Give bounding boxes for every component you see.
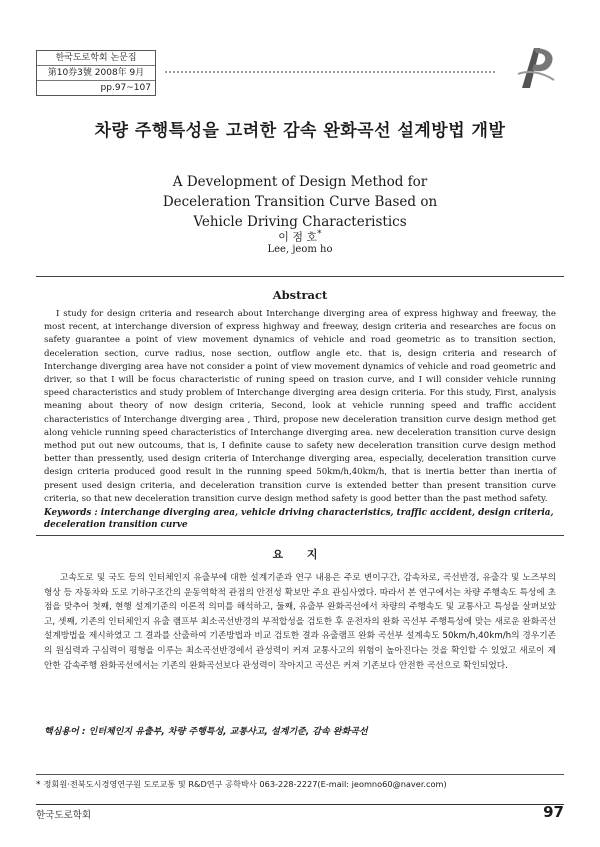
yoji-body: 고속도로 및 국도 등의 인터체인지 유출부에 대한 설계기준과 연구 내용은 주로 변이구간, 감속차로, 곡선반경, 유출각 및 노즈부의 형상 등 자동차와 도로 기하구조간의 운동역학적 관점의 안전성 확보만 주요 관심사였다. 따라서 본 연구에서는 차량 주행속도 특성에 초점을 맞추어 첫째, 현행 설계기준의 이론적 의미를 해석하고, 둘째, 유출부 완화곡선에서 차량의 주행속도 및 교통사고 특성을 살펴보았고, 셋째, 기존의 인터체인지 유출 램프부 최소곡선반경의 부적합성을 검토한 후 운전자의 완화 곡선부 주행특성에 맞는 새로운 완화곡선 설계방법을 제시하였고 그 결과를 산출하여 기존방법과 비교 검토한 결과 유출램프 완화 곡선부 설계속도 50km/h,40km/h의 경우기존의 원심력과 구심력이 평형을 이루는 최소곡선반경에서 관성력이 커져 교통사고의 위험이 높아진다는 것을 확인할 수 있었고 새로이 제안한 감속주행 완화곡선에서는 기존의 완화곡선보다 관성력이 작아지고 곡선은 커져 기존보다 안전한 곡선으로 확인되었다. [44, 573, 556, 671]
header-dotted-divider [165, 71, 495, 73]
yoji-heading: 요 지 [272, 548, 328, 561]
journal-logo-icon [512, 44, 558, 90]
abstract-heading: Abstract [272, 288, 328, 302]
author-korean-name: 이 점 호 [278, 230, 318, 244]
footnote-rule [36, 774, 564, 775]
footnote-text: 정회원·전북도시경영연구원 도로교통 및 R&D연구 공학박사 063-228-2227(E-mail: jeomno60@naver.com) [43, 779, 447, 789]
footnote [36, 779, 564, 790]
keywords: Keywords : interchange diverging area, vehicle driving characteristics, traffic accident, design criteria, deceleration transition curve [44, 508, 554, 530]
journal-society: 한국도로학회 논문집 [37, 51, 155, 66]
author-korean [0, 228, 600, 245]
author-footnote-mark: * [317, 228, 322, 239]
journal-pages: pp.97~107 [100, 83, 151, 93]
yoji-top-rule [36, 535, 564, 536]
footer-society: 한국도로학회 [36, 810, 92, 821]
journal-volume-issue: 第10券3號 2008年 9月 [37, 66, 155, 81]
author-english: Lee, jeom ho [267, 244, 333, 255]
footnote-star: * [36, 780, 41, 790]
page-number: 97 [543, 803, 564, 821]
abstract-body: I study for design criteria and research about Interchange diverging area of express highway and freeway, the most recent, at interchange diversion of express highway and freeway, design criteria and researches are focus on safety guarantee a point of view movement dynamics of vehicle and road geometric as to transition section, deceleration section, curve radius, nose section, outflow angle etc. that is, design criteria and research of Interchange diverging area have not consider a point of view movement dynamics of vehicle and road geometric and driver, so that I will be focus characteristic of runing speed on trasion curve, and I will consider vehicle running speed characteristics and study problem of Interchange diverging area design criteria. For this study, First, analysis meaning about theory of now design criteria, Second, look at vehicle running speed and traffic accident characteristics of Interchange diverging area , Third, propose new deceleration transition curve design method get along vehicle running speed characteristics of Interchange diverging area. new deceleration transition curve design method put out new outcoums, that is, I definite cause to safety new deceleration transition curve design method better than pressently, used design criteria of Interchange diverging area, especially, deceleration transition curve design criteria produced good result in the running speed 50km/h,40km/h, that is inertia better than inertia of present used design criteria, and deceleration transition curve is extended better than present transition curve criteria, so that new deceleration transition curve design method safety is good better than the past method safety. [44, 309, 556, 504]
title-korean: 차량 주행특성을 고려한 감속 완화곡선 설계방법 개발 [94, 121, 506, 141]
footer-rule [36, 804, 564, 805]
journal-info-box [36, 50, 156, 96]
title-english: A Development of Design Method for Deceleration Transition Curve Based on Vehicle Driving Characteristics [162, 174, 438, 230]
abstract-top-rule [36, 276, 564, 277]
core-keywords: 핵심용어 : 인터체인지 유출부, 차량 주행특성, 교통사고, 설계기준, 감속 완화곡선 [44, 727, 368, 737]
